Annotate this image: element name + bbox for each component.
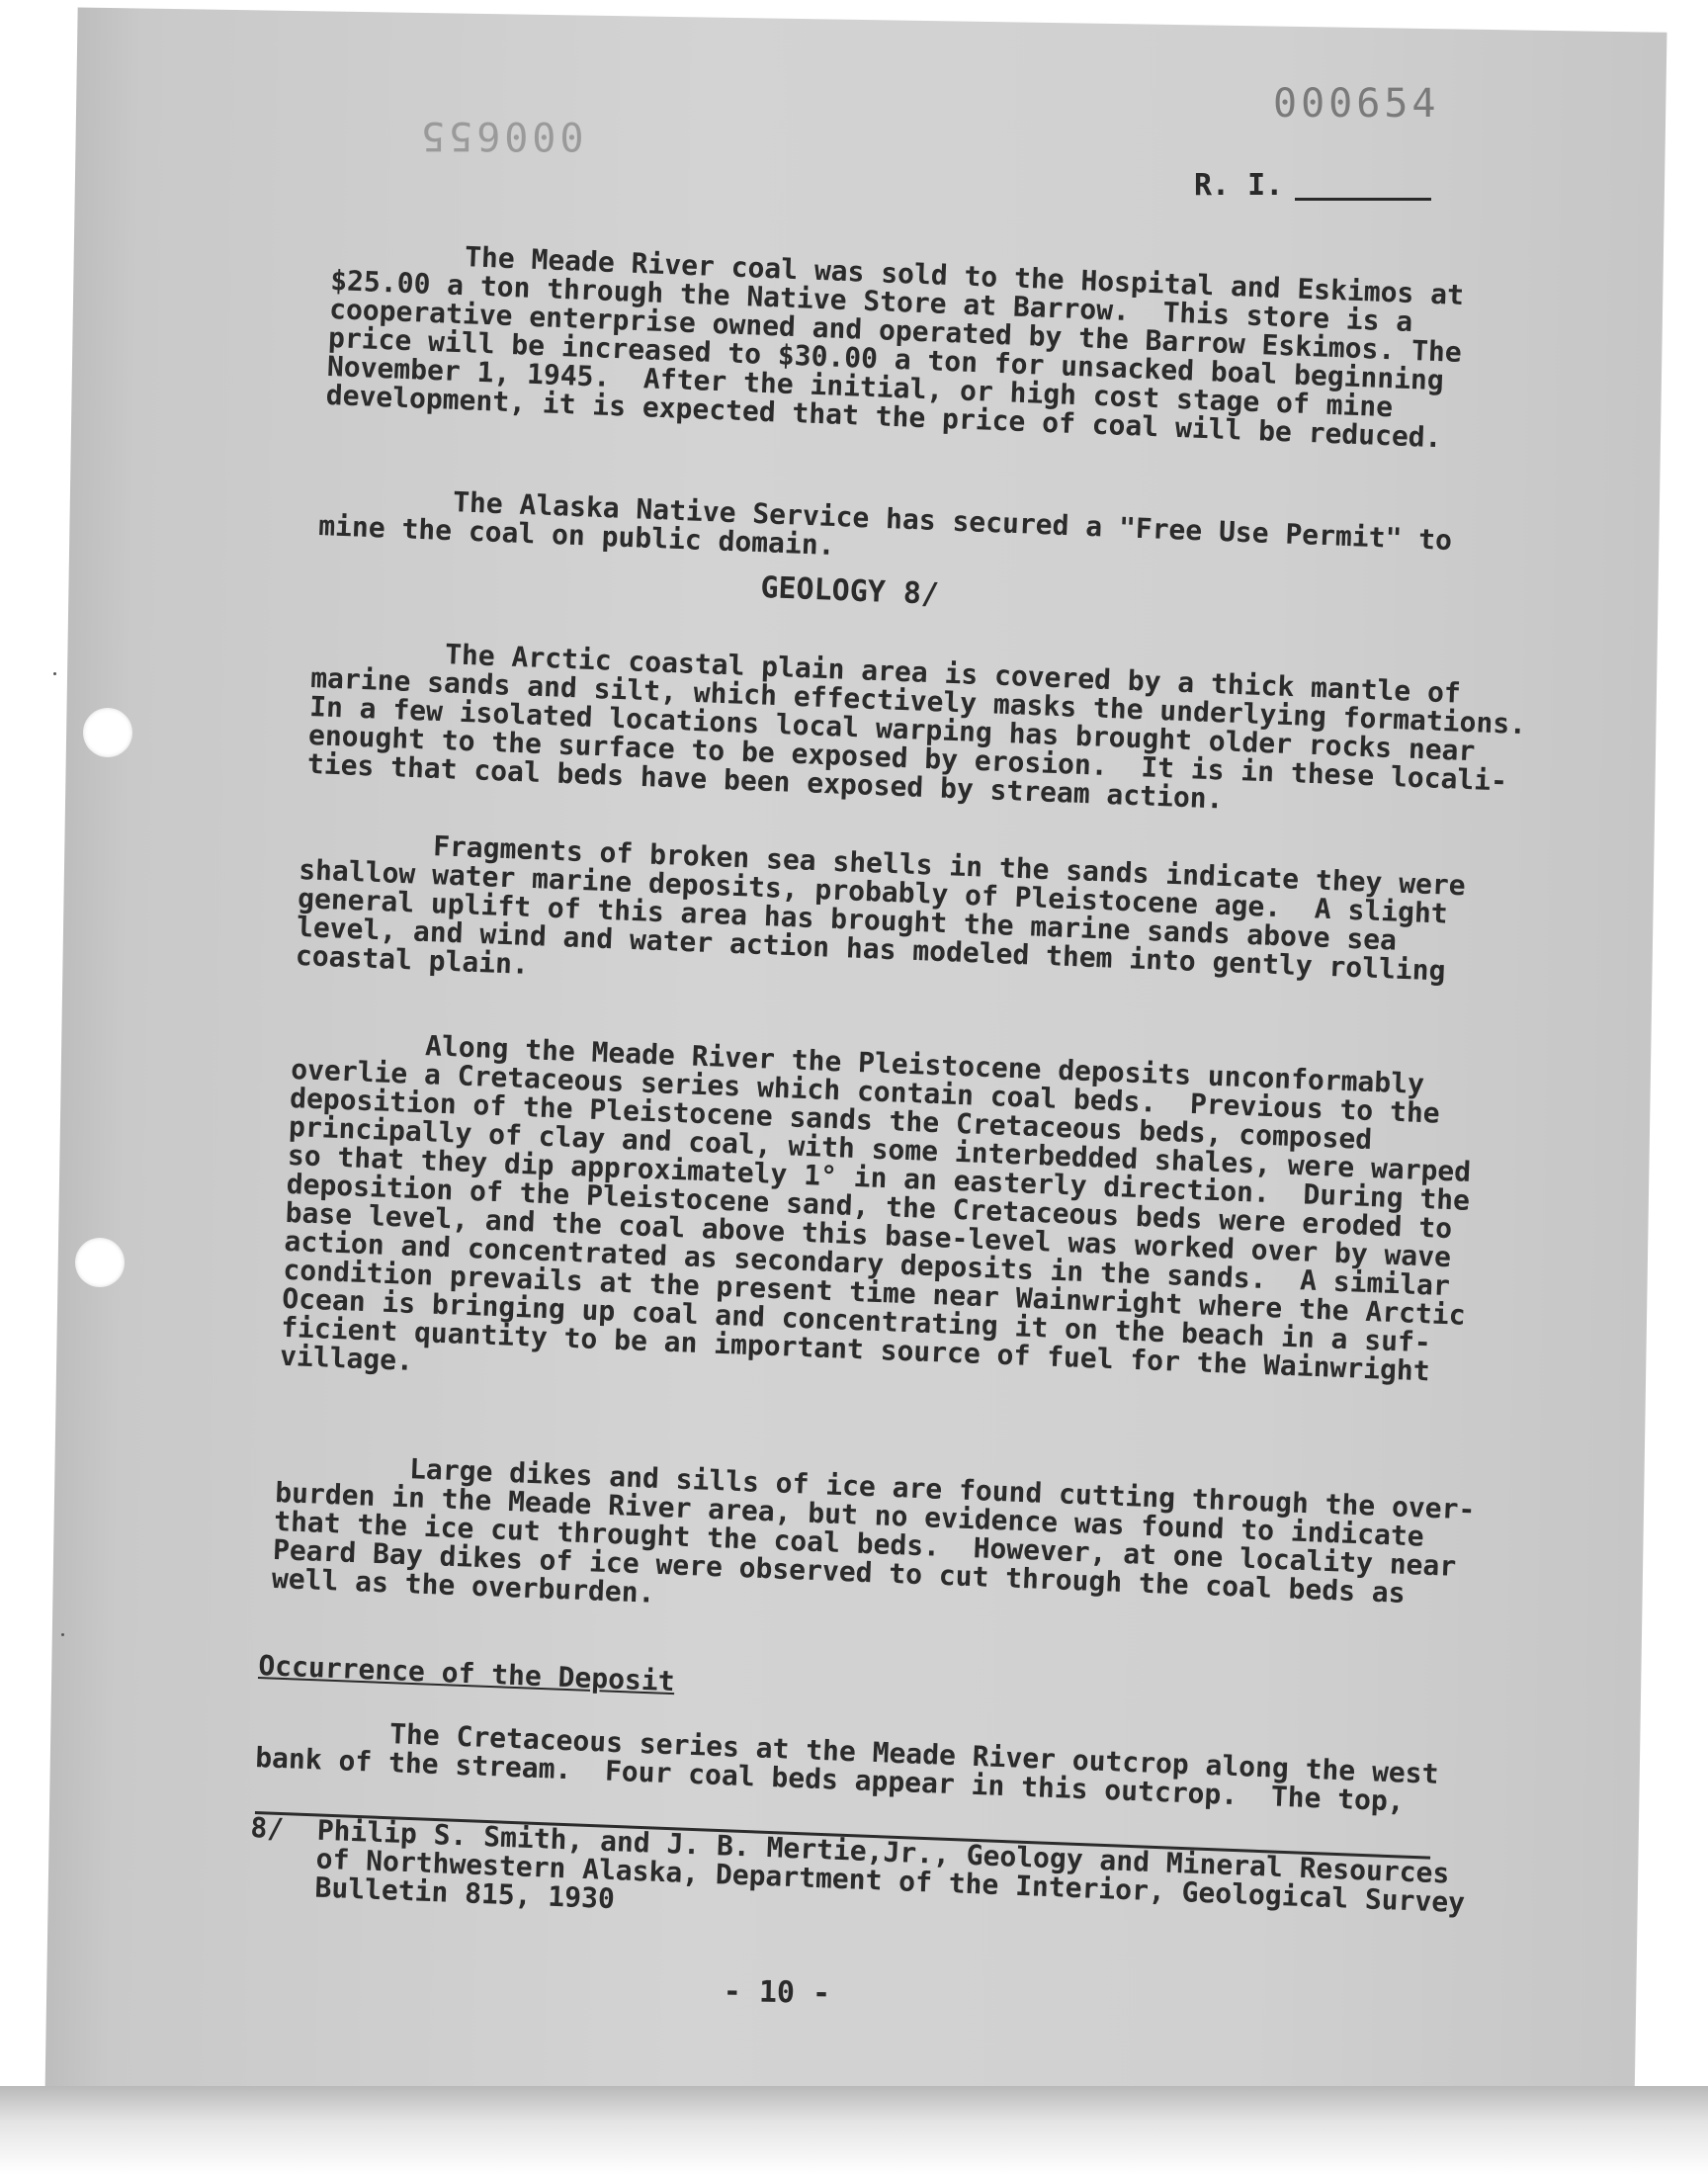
paragraph-free-use-permit: The Alaska Native Service has secured a "Free Use Permit" to mine the coal on public domain.	[317, 480, 1453, 563]
punch-hole-upper	[83, 708, 132, 757]
paragraph-ice-dikes: Large dikes and sills of ice are found cutting through the over- burden in the Meade River area, but no evidence was found to indicate that the ice cut throught the coal beds. However, at one locality near Peard Bay dikes of ice were observed to cut through the coal beds as well as the overburden.	[271, 1447, 1476, 1610]
punch-hole-lower	[75, 1238, 125, 1287]
paragraph-sea-shells: Fragments of broken sea shells in the sands indicate they were shallow water marine deposits, probably of Pleistocene age. A slight general uplift of this area has brought the marine sands above sea level, and wind and water action has modeled them into gently rolling coastal plain.	[295, 825, 1467, 988]
occurrence-heading: Occurrence of the Deposit	[257, 1649, 676, 1698]
page-number: - 10 -	[723, 1974, 831, 2011]
paragraph-coastal-plain: The Arctic coastal plain area is covered by a thick mantle of marine sands and silt, which effectively masks the underlying formations. In a few isolated locations local warping has brought older rocks near enought to the surface to be exposed by erosion. It is in these locali- ties that coal beds have been exposed by stream action.	[306, 633, 1527, 816]
scan-speck	[61, 1633, 64, 1636]
report-id-label: R. I.	[1194, 168, 1284, 203]
paragraph-coal-price: The Meade River coal was sold to the Hospital and Eskimos at $25.00 a ton through the Native Store at Barrow. This store is a cooperative enterprise owned and operated by the Barrow Eskimos. The price will be increased to $30.00 a ton for unsacked boal beginning November 1, 1945. After the initial, or high cost stage of mine development, it is expected that the price of coal will be reduced.	[325, 235, 1465, 455]
paragraph-pleistocene-deposits: Along the Meade River the Pleistocene deposits unconformably overlie a Cretaceous series which contain coal beds. Previous to the deposition of the Pleistocene sands the Cretaceous beds, composed principally of clay and coal, with some interbedded shales, were warped so that they dip approximately 1° in an easterly direction. During the deposition of the Pleistocene sand, the Cretaceous beds were eroded to base level, and the coal above this base-level was worked over by wave action and concentrated as secondary deposits in the sands. A similar condition prevails at the present time near Wainwright where the Arctic Ocean is bringing up coal and concentrating it on the beach in a suf- ficient quantity to be an important source of fuel for the Wainwright village.	[279, 1024, 1472, 1388]
report-id-blank-line	[1295, 198, 1431, 201]
geology-heading: GEOLOGY 8/	[759, 570, 940, 612]
bleed-through-stamp: 000655	[417, 113, 584, 158]
document-number-stamp: 000654	[1273, 81, 1440, 127]
report-id-field	[1194, 168, 1431, 203]
paragraph-cretaceous-outcrop: The Cretaceous series at the Meade River outcrop along the west bank of the stream. Four coal beds appear in this outcrop. The top,	[254, 1712, 1440, 1818]
footnote-reference: 8/ Philip S. Smith, and J. B. Mertie,Jr., Geology and Mineral Resources of Northwestern Alaska, Department of the Interior, Geological Survey Bulletin 815, 1930	[247, 1811, 1466, 1920]
scan-speck	[53, 672, 56, 675]
scan-bottom-edge	[0, 2086, 1708, 2175]
